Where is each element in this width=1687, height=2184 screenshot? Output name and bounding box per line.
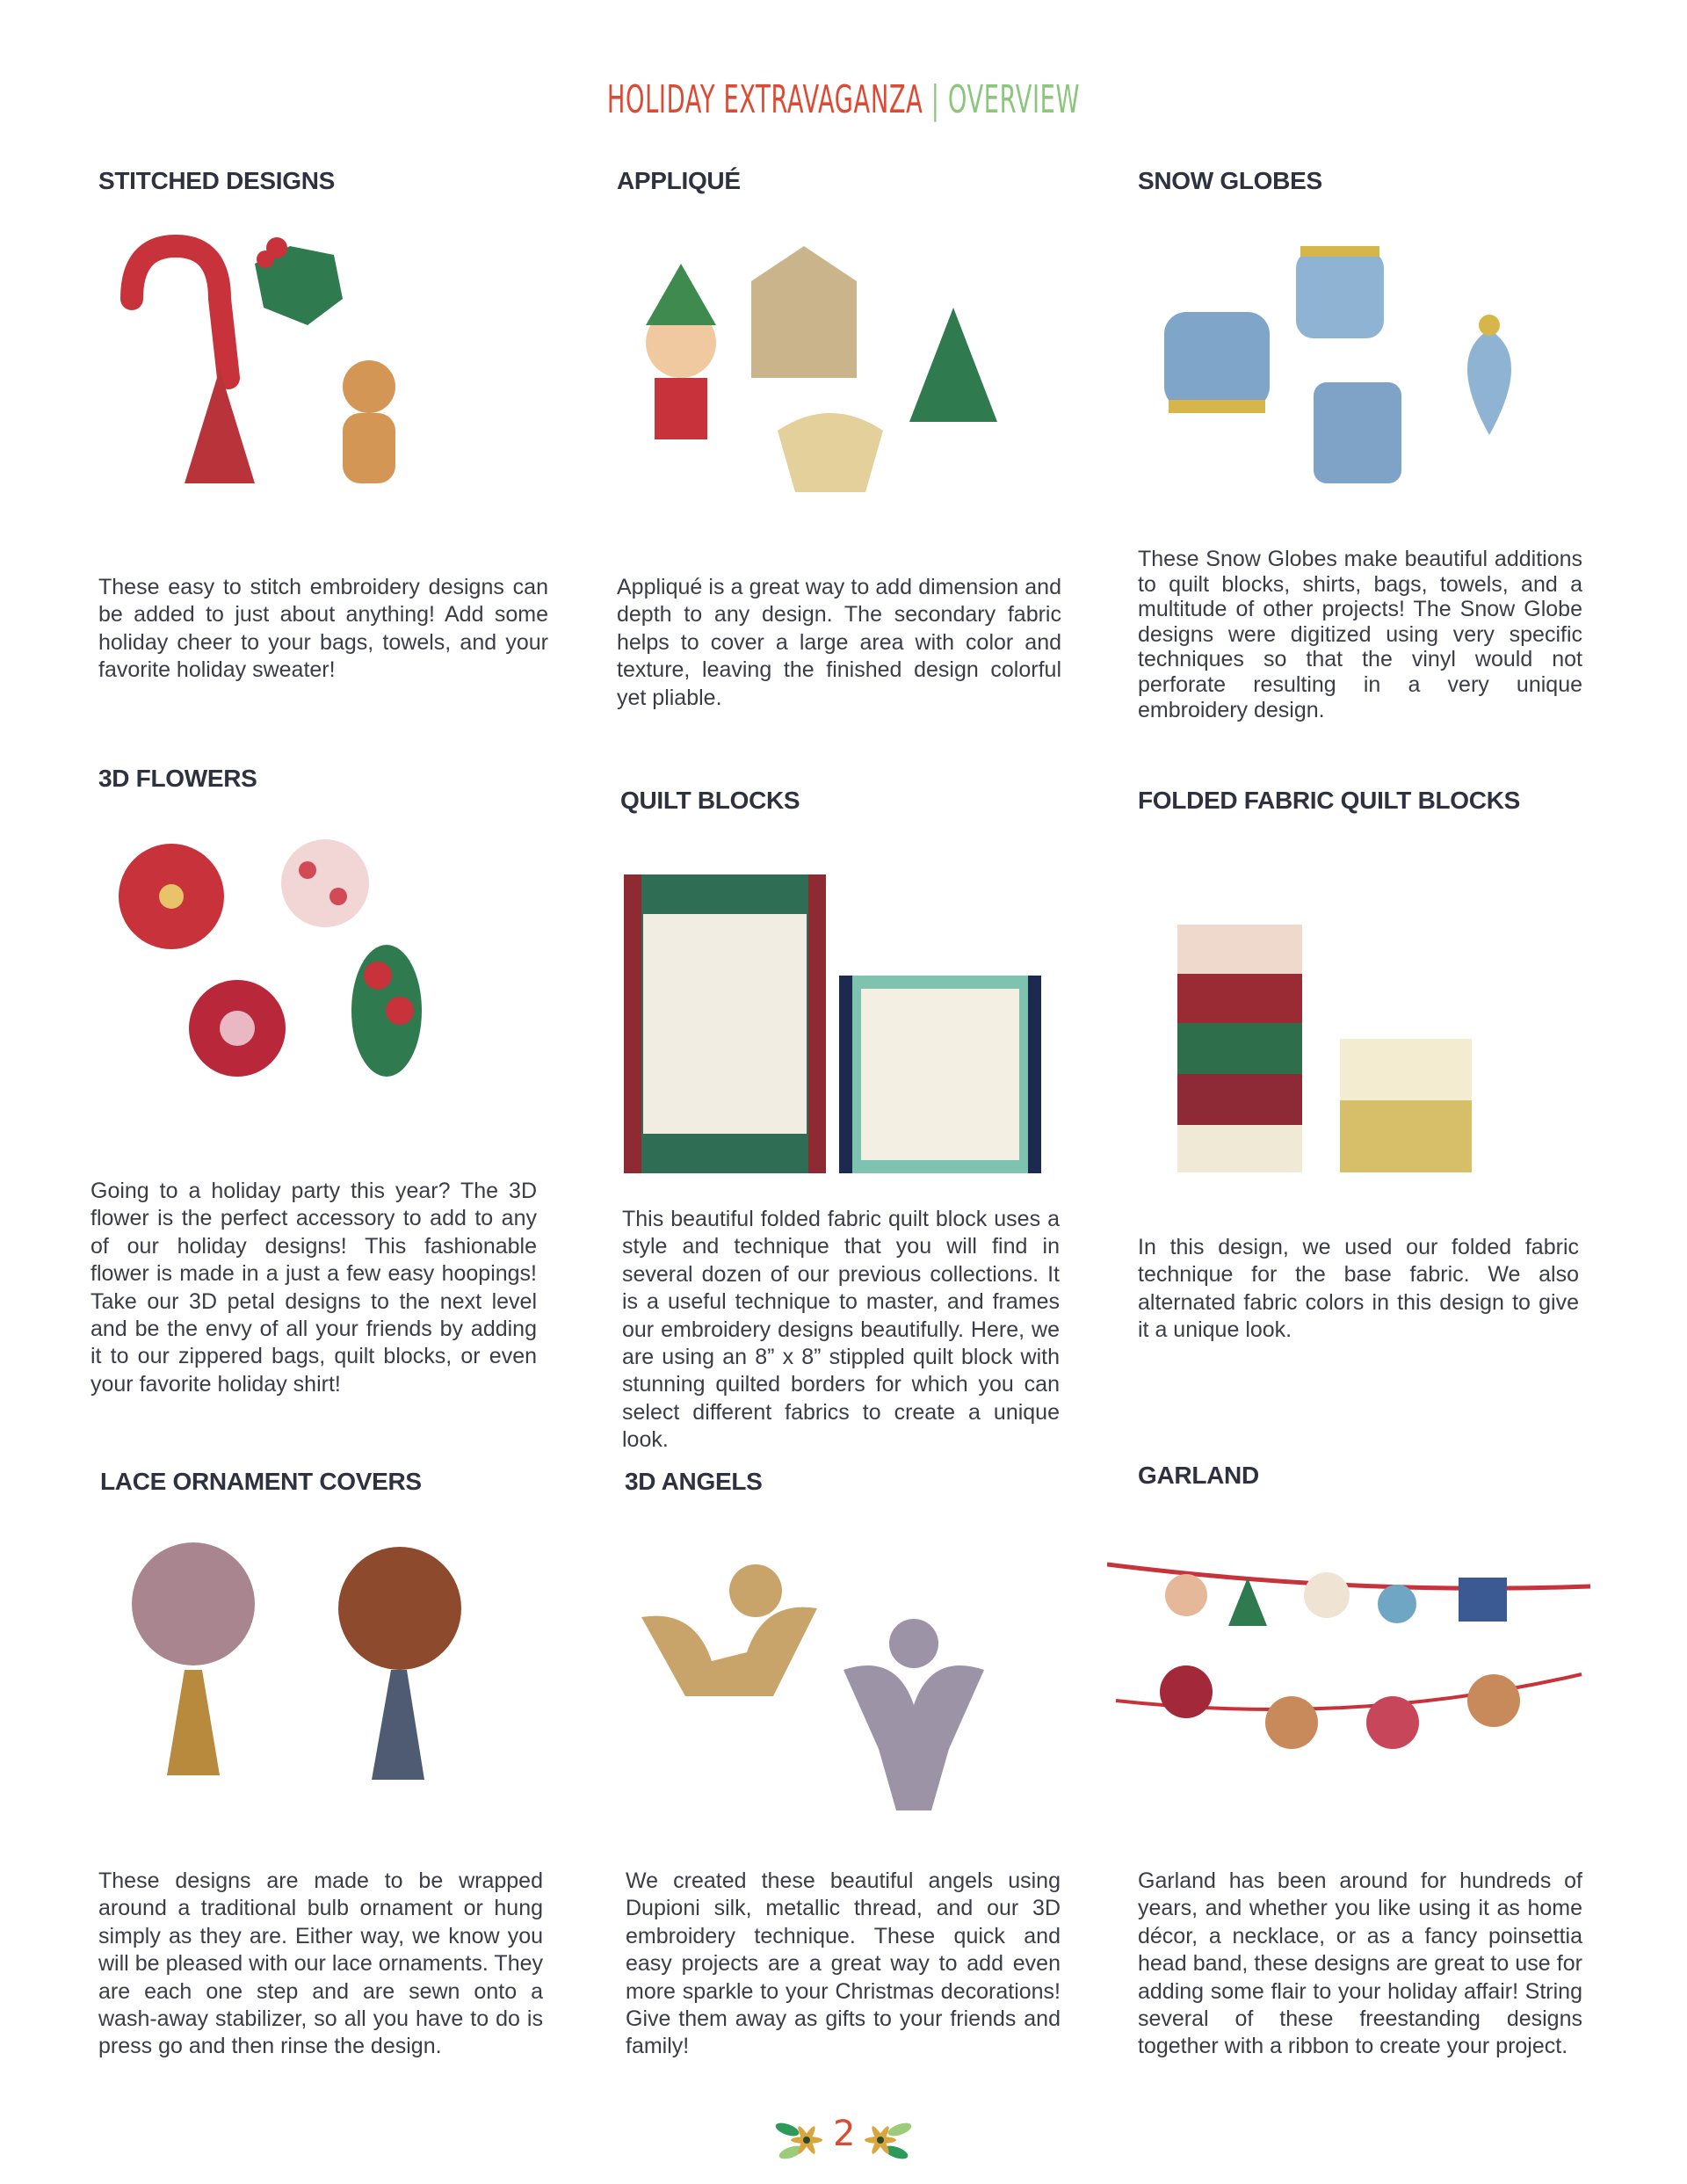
section-lace-ornament xyxy=(100,1468,550,1496)
section-heading: QUILT BLOCKS xyxy=(620,787,800,814)
section-description: We created these beautiful angels using Dupioni silk, metallic thread, and our 3D embroidery technique. These quick and easy projects are a great way to add even more sparkle to your Christmas decorations! Give them away as gifts to your friends and family! xyxy=(626,1868,1061,2059)
section-snow-globes xyxy=(1138,167,1588,195)
section-3d-flowers-text xyxy=(91,1178,537,1398)
section-description: These Snow Globes make beautiful additions to quilt blocks, shirts, bags, towels, and a multitude of other projects! The Snow Globe designs were digitized using very specific techniques so that the vinyl would not perforate resulting in a very unique embroidery design. xyxy=(1138,547,1582,722)
title-separator: | xyxy=(930,77,940,122)
section-quilt-blocks xyxy=(620,787,1070,815)
garland-image xyxy=(1107,1542,1599,1797)
applique-image xyxy=(619,237,1032,527)
section-snow-globes-text xyxy=(1138,547,1582,722)
snow-globes-image xyxy=(1138,242,1551,505)
section-3d-flowers xyxy=(98,765,548,793)
section-description: In this design, we used our folded fabric technique for the base fabric. We also alternated fabric colors in this design to give it a unique look. xyxy=(1138,1235,1579,1343)
section-applique-text xyxy=(617,574,1061,712)
section-description: These easy to stitch embroidery designs can be added to just about anything! Add some holiday cheer to your bags, towels, and your favorite holiday sweater! xyxy=(98,575,548,683)
3d-flowers-image xyxy=(105,835,457,1099)
title-sub: OVERVIEW xyxy=(947,77,1081,122)
section-heading: 3D FLOWERS xyxy=(98,765,257,792)
section-garland-text xyxy=(1138,1868,1582,2061)
section-description: Garland has been around for hundreds of years, and whether you like using it as home décor, a necklace, or as a fancy poinsettia head band, these designs are great to use for adding some flair to your holiday affair! String several of these freestanding designs together with a ribbon to create your project. xyxy=(1138,1868,1582,2059)
section-folded-fabric-text xyxy=(1138,1234,1579,1345)
section-garland xyxy=(1138,1462,1588,1490)
section-description: These designs are made to be wrapped around a traditional bulb ornament or hung simply as they are. Either way, we know you will be pleased with our lace ornaments. They are each one step and are sewn onto a wash-away stabilizer, so all you have to do is press go and then rinse the design. xyxy=(98,1868,543,2059)
section-heading: STITCHED DESIGNS xyxy=(98,167,336,194)
section-stitched-designs xyxy=(98,167,548,195)
section-lace-ornament-text xyxy=(98,1868,543,2061)
3d-angels-image xyxy=(641,1538,1010,1810)
lace-ornament-image xyxy=(132,1538,466,1828)
section-description: Going to a holiday party this year? The 3D flower is the perfect accessory to add to any of our holiday designs! This fashionable flower is made in a just a few easy hoopings! Take our 3D petal designs to the next level and be the envy of all your friends by adding it to our zippered bags, quilt blocks, or even your favorite holiday shirt! xyxy=(91,1179,537,1397)
section-heading: SNOW GLOBES xyxy=(1138,167,1322,194)
section-heading: GARLAND xyxy=(1138,1462,1259,1489)
folded-fabric-image xyxy=(1177,925,1476,1175)
section-3d-angels xyxy=(625,1468,1075,1496)
section-stitched-designs-text xyxy=(98,574,548,685)
section-heading: APPLIQUÉ xyxy=(617,167,741,194)
section-description: Appliqué is a great way to add dimension and depth to any design. The secondary fabric helps to cover a large area with color and texture, leaving the finished design colorful yet pliable. xyxy=(617,575,1061,710)
section-heading: LACE ORNAMENT COVERS xyxy=(100,1468,422,1495)
page-footer xyxy=(756,2114,931,2166)
title-main: HOLIDAY EXTRAVAGANZA xyxy=(606,77,923,122)
page-title xyxy=(321,77,1366,122)
section-folded-fabric xyxy=(1138,787,1588,815)
section-applique xyxy=(617,167,1067,195)
section-heading: 3D ANGELS xyxy=(625,1468,763,1495)
section-heading: FOLDED FABRIC QUILT BLOCKS xyxy=(1138,787,1520,814)
section-description: This beautiful folded fabric quilt block uses a style and technique that you will find in several dozen of our previous collections. It is a useful technique to master, and frames our embroidery designs beautifully. Here, we are using an 8” x 8” stippled quilt block with stunning quilted borders for which you can select different fabrics to create a unique look. xyxy=(622,1207,1060,1453)
section-quilt-blocks-text xyxy=(622,1206,1060,1455)
quilt-blocks-image xyxy=(624,874,1046,1178)
page-number: 2 xyxy=(833,2114,856,2154)
stitched-designs-image xyxy=(105,229,457,519)
section-3d-angels-text xyxy=(626,1868,1061,2061)
